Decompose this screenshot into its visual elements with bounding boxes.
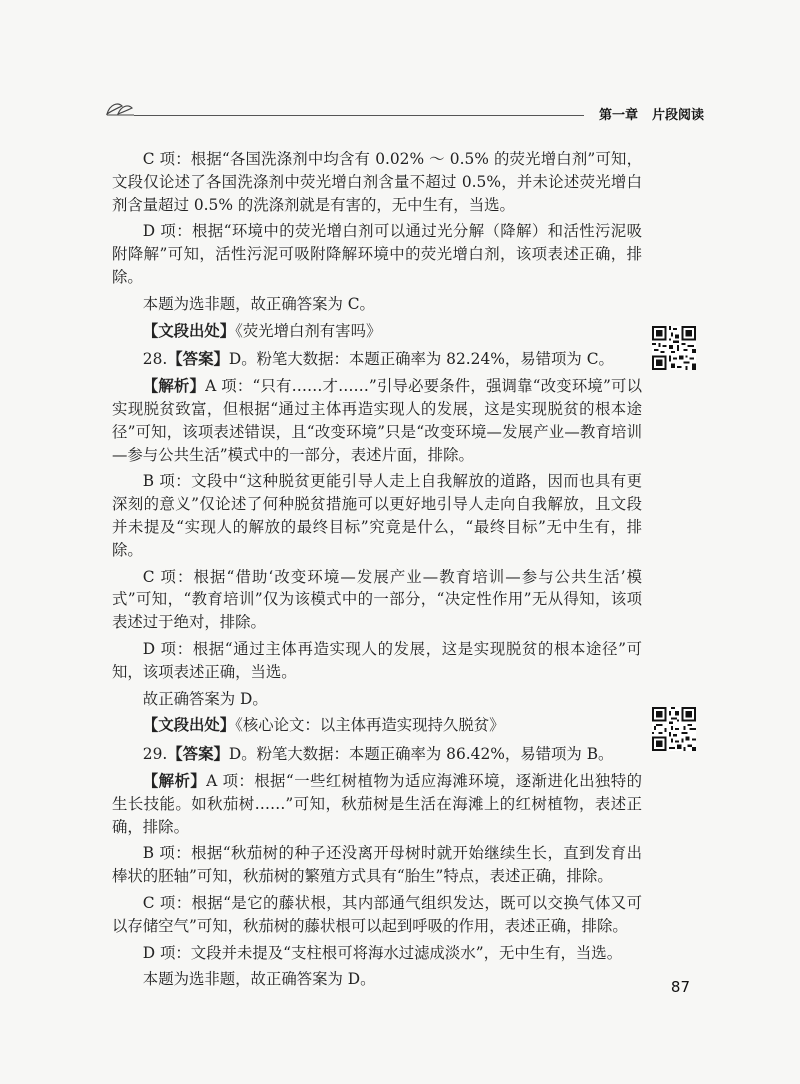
page-body (112, 148, 642, 995)
q28-number: 28. (142, 350, 168, 369)
paragraph-conclusion: 本题为选非题，故正确答案为 C。 (142, 294, 375, 313)
answer-tag: 【答案】 (167, 745, 229, 764)
q29-answer (112, 743, 642, 766)
running-header (104, 96, 704, 126)
qr-code-q28[interactable] (652, 326, 696, 370)
qr-code-icon (652, 326, 696, 370)
q28-conclusion: 故正确答案为 D。 (142, 689, 268, 708)
q29-answer-text: D。粉笔大数据：本题正确率为 86.42%，易错项为 B。 (228, 745, 614, 764)
qr-code-q29[interactable] (652, 707, 696, 751)
paragraph-c: C 项：根据“各国洗涤剂中均含有 0.02% ～ 0.5% 的荧光增白剂”可知，文段仅论述了各国洗涤剂中荧光增白剂含量不超过 0.5%，并未论述荧光增白剂含量超过 0.5% 的洗涤剂就是有害的，无中生有，当选。 (112, 150, 642, 214)
paragraph-d: D 项：根据“环境中的荧光增白剂可以通过光分解（降解）和活性污泥吸附降解”可知，活性污泥可吸附降解环境中的荧光增白剂，该项表述正确，排除。 (112, 222, 642, 286)
chapter-number: 第一章 (598, 108, 638, 123)
q28-analysis-a-text: A 项：“只有……才……”引导必要条件，强调靠“改变环境”可以实现脱贫致富，但根据“通过主体再造实现人的发展，这是实现脱贫的根本途径”可知，该项表述错误，且“改变环境”只是“改变环境—发展产业—教育培训—参与公共生活”模式中的一部分，表述片面，排除。 (112, 377, 642, 464)
chapter-title (599, 104, 704, 123)
q28-option-d: D 项：根据“通过主体再造实现人的发展，这是实现脱贫的根本途径”可知，该项表述正确，当选。 (112, 639, 642, 681)
q29-number: 29. (142, 745, 168, 764)
analysis-tag: 【解析】 (142, 771, 207, 790)
source-tag: 【文段出处】 (142, 716, 236, 735)
q29-option-b: B 项：根据“秋茄树的种子还没离开母树时就开始继续生长，直到发育出棒状的胚轴”可知，秋茄树的繁殖方式具有“胎生”特点，表述正确，排除。 (112, 844, 642, 886)
section-title: 片段阅读 (651, 108, 704, 123)
q29-analysis-a-text: A 项：根据“一些红树植物为适应海滩环境，逐渐进化出独特的生长技能。如秋茄树……”可知，秋茄树是生活在海滩上的红树植物，表述正确，排除。 (112, 771, 642, 836)
q29-conclusion: 本题为选非题，故正确答案为 D。 (142, 970, 376, 989)
qr-code-icon (652, 707, 696, 751)
q28-option-b: B 项：文段中“这种脱贫更能引导人走上自我解放的道路，因而也具有更深刻的意义”仅论述了何种脱贫措施可以更好地引导人走向自我解放，且文段并未提及“实现人的解放的最终目标”究竟是什么，“最终目标”无中生有，排除。 (112, 472, 642, 559)
source-tag: 【文段出处】 (142, 321, 236, 340)
q28-answer (112, 348, 642, 371)
leaf-ornament-icon (104, 96, 136, 120)
q28-answer-text: D。粉笔大数据：本题正确率为 82.24%，易错项为 C。 (228, 350, 614, 369)
q29-option-c: C 项：根据“是它的藤状根，其内部通气组织发达，既可以交换气体又可以存储空气”可知，秋茄树的藤状根可以起到呼吸的作用，表述正确，排除。 (112, 893, 642, 935)
answer-tag: 【答案】 (167, 350, 229, 369)
q29-analysis-a (112, 770, 642, 838)
analysis-tag: 【解析】 (142, 377, 206, 396)
page-number: 87 (670, 978, 690, 996)
q28-option-c: C 项：根据“借助‘改变环境—发展产业—教育培训—参与公共生活’模式”可知，“教育培训”仅为该模式中的一部分，“决定性作用”无从得知，该项表述过于绝对，排除。 (112, 567, 642, 632)
q29-option-d: D 项：文段并未提及“支柱根可将海水过滤成淡水”，无中生有，当选。 (142, 943, 623, 962)
source-line-2 (112, 714, 642, 737)
header-rule (134, 115, 584, 116)
source-line-1 (112, 320, 642, 343)
q28-analysis-a (112, 375, 642, 466)
source-title: 《荧光增白剂有害吗》 (235, 321, 382, 340)
source-title: 《核心论文：以主体再造实现持久脱贫》 (235, 716, 505, 735)
